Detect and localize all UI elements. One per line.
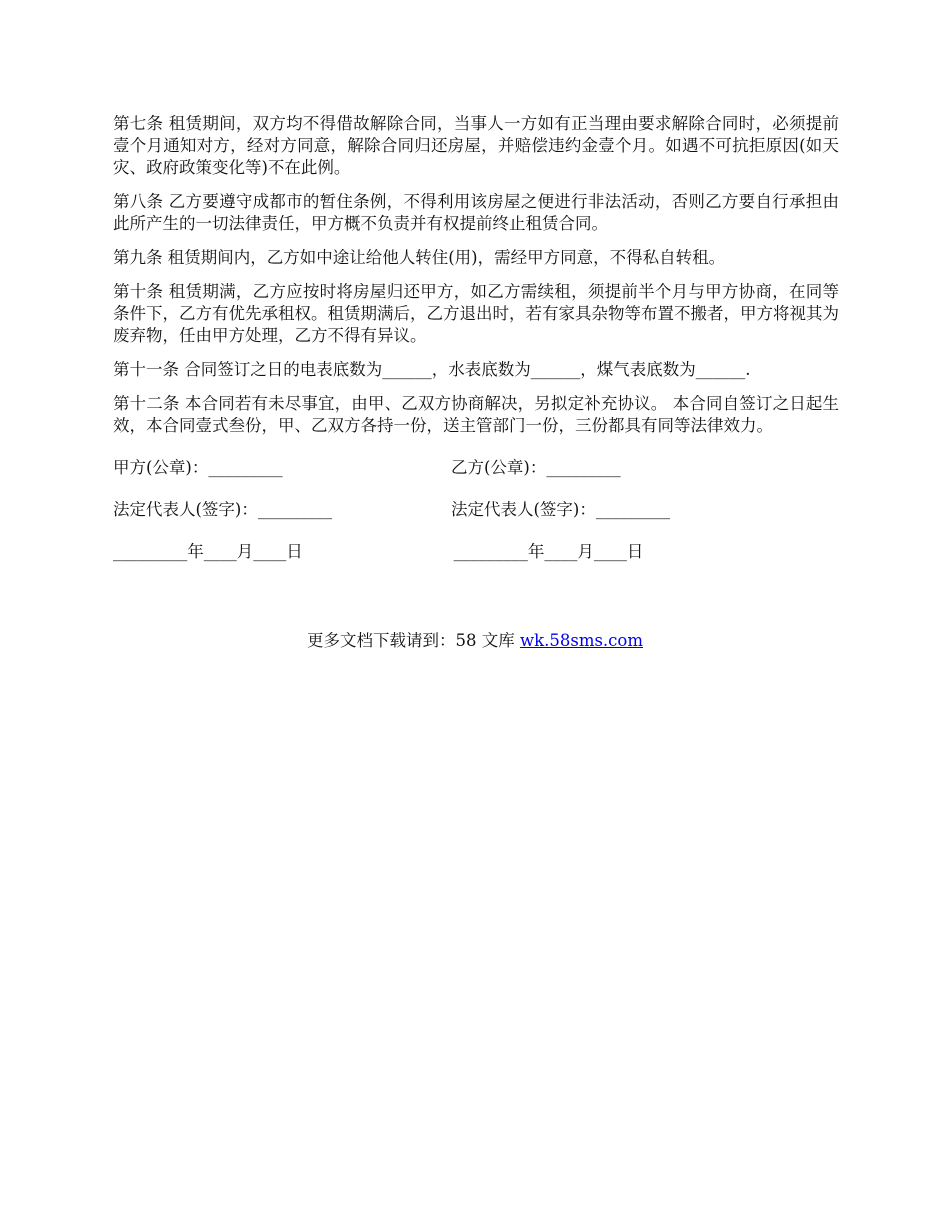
party-a-date: _________年____月____日 <box>113 542 303 561</box>
clause-9: 第九条 租赁期间内，乙方如中途让给他人转住(用)，需经甲方同意，不得私自转租。 <box>113 248 726 267</box>
signature-row-date <box>113 541 839 563</box>
party-b-date: _________年____月____日 <box>453 542 644 561</box>
clause-12: 第十二条 本合同若有未尽事宜，由甲、乙双方协商解决，另拟定补充协议。 本合同自签订之日起生效，本合同壹式叁份，甲、乙双方各持一份，送主管部门一份，三份都具有同等法律效力。 <box>113 394 839 435</box>
footer-prefix: 更多文档下载请到：58 文库 <box>306 631 520 650</box>
download-footer <box>0 630 950 652</box>
footer-link[interactable]: wk.58sms.com <box>519 631 643 650</box>
clause-11: 第十一条 合同签订之日的电表底数为______，水表底数为______，煤气表底数为______. <box>113 360 751 379</box>
party-a-representative: 法定代表人(签字)：_________ <box>113 500 333 519</box>
signature-row-seal <box>113 457 839 479</box>
clause-7: 第七条 租赁期间，双方均不得借故解除合同，当事人一方如有正当理由要求解除合同时，必须提前壹个月通知对方，经对方同意，解除合同归还房屋，并赔偿违约金壹个月。如遇不可抗拒原因(如天灾、政府政策变化等)不在此例。 <box>113 114 839 177</box>
clause-10: 第十条 租赁期满，乙方应按时将房屋归还甲方，如乙方需续租，须提前半个月与甲方协商，在同等条件下，乙方有优先承租权。租赁期满后，乙方退出时，若有家具杂物等布置不搬者，甲方将视其为废弃物，任由甲方处理，乙方不得有异议。 <box>113 282 839 345</box>
signature-row-representative <box>113 499 839 521</box>
contract-body <box>113 113 839 583</box>
party-b-representative: 法定代表人(签字)：_________ <box>451 500 671 519</box>
party-a-seal: 甲方(公章)：_________ <box>113 458 283 477</box>
party-b-seal: 乙方(公章)：_________ <box>451 458 621 477</box>
clause-8: 第八条 乙方要遵守成都市的暂住条例，不得利用该房屋之便进行非法活动，否则乙方要自行承担由此所产生的一切法律责任，甲方概不负责并有权提前终止租赁合同。 <box>113 192 839 233</box>
